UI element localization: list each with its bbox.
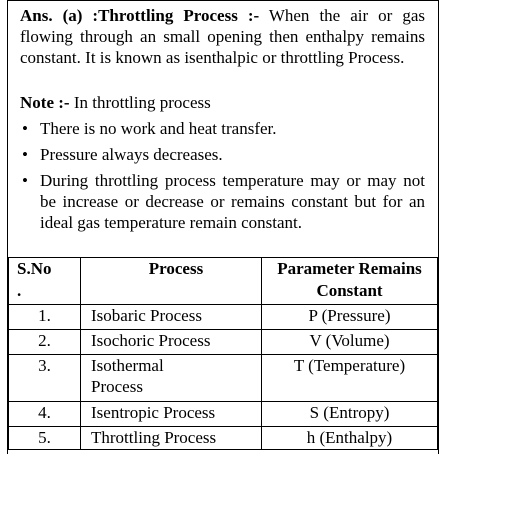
- table-row: [9, 402, 438, 427]
- bullet-item: [20, 144, 425, 165]
- cell-parameter: V (Volume): [262, 330, 438, 355]
- table-row: [9, 330, 438, 355]
- bullet-text: During throttling process temperature may or may not be increase or decrease or remains constant but for an ideal gas temperature remain constant.: [40, 171, 425, 232]
- answer-label: Ans. (a) :Throttling Process :-: [20, 6, 260, 25]
- cell-process: Isentropic Process: [81, 402, 262, 427]
- table-row: [9, 355, 438, 402]
- cell-sno: 3.: [9, 355, 81, 402]
- bullet-text: There is no work and heat transfer.: [40, 119, 277, 138]
- cell-process: Isochoric Process: [81, 330, 262, 355]
- table-row: [9, 305, 438, 330]
- process-table: [8, 257, 438, 450]
- cell-process: Isothermal Process: [81, 355, 262, 402]
- cell-parameter: h (Enthalpy): [262, 427, 438, 450]
- bullet-list: [20, 118, 425, 238]
- bullet-item: [20, 118, 425, 139]
- cell-parameter: T (Temperature): [262, 355, 438, 402]
- cell-sno: 5.: [9, 427, 81, 450]
- note-label: Note :-: [20, 93, 70, 112]
- answer-paragraph: [20, 5, 425, 68]
- bullet-icon: •: [22, 145, 28, 164]
- bullet-icon: •: [22, 171, 28, 190]
- note-text: In throttling process: [69, 93, 211, 112]
- bullet-text: Pressure always decreases.: [40, 145, 223, 164]
- cell-sno: 4.: [9, 402, 81, 427]
- header-parameter: Parameter Remains Constant: [262, 258, 438, 305]
- cell-sno: 2.: [9, 330, 81, 355]
- cell-process: Throttling Process: [81, 427, 262, 450]
- header-process: Process: [81, 258, 262, 305]
- table-header-row: [9, 258, 438, 305]
- cell-process: Isobaric Process: [81, 305, 262, 330]
- note-line: [20, 92, 211, 113]
- bullet-icon: •: [22, 119, 28, 138]
- header-sno: S.No .: [9, 258, 81, 305]
- bullet-item: [20, 170, 425, 233]
- table-row: [9, 427, 438, 450]
- answer-box: [7, 0, 439, 454]
- cell-sno: 1.: [9, 305, 81, 330]
- cell-parameter: P (Pressure): [262, 305, 438, 330]
- answer-text: When the air or gas flowing through an small opening then enthalpy remains constant. It is known as isenthalpic or throttling Process.: [20, 6, 425, 67]
- cell-parameter: S (Entropy): [262, 402, 438, 427]
- answer-section: [8, 1, 438, 257]
